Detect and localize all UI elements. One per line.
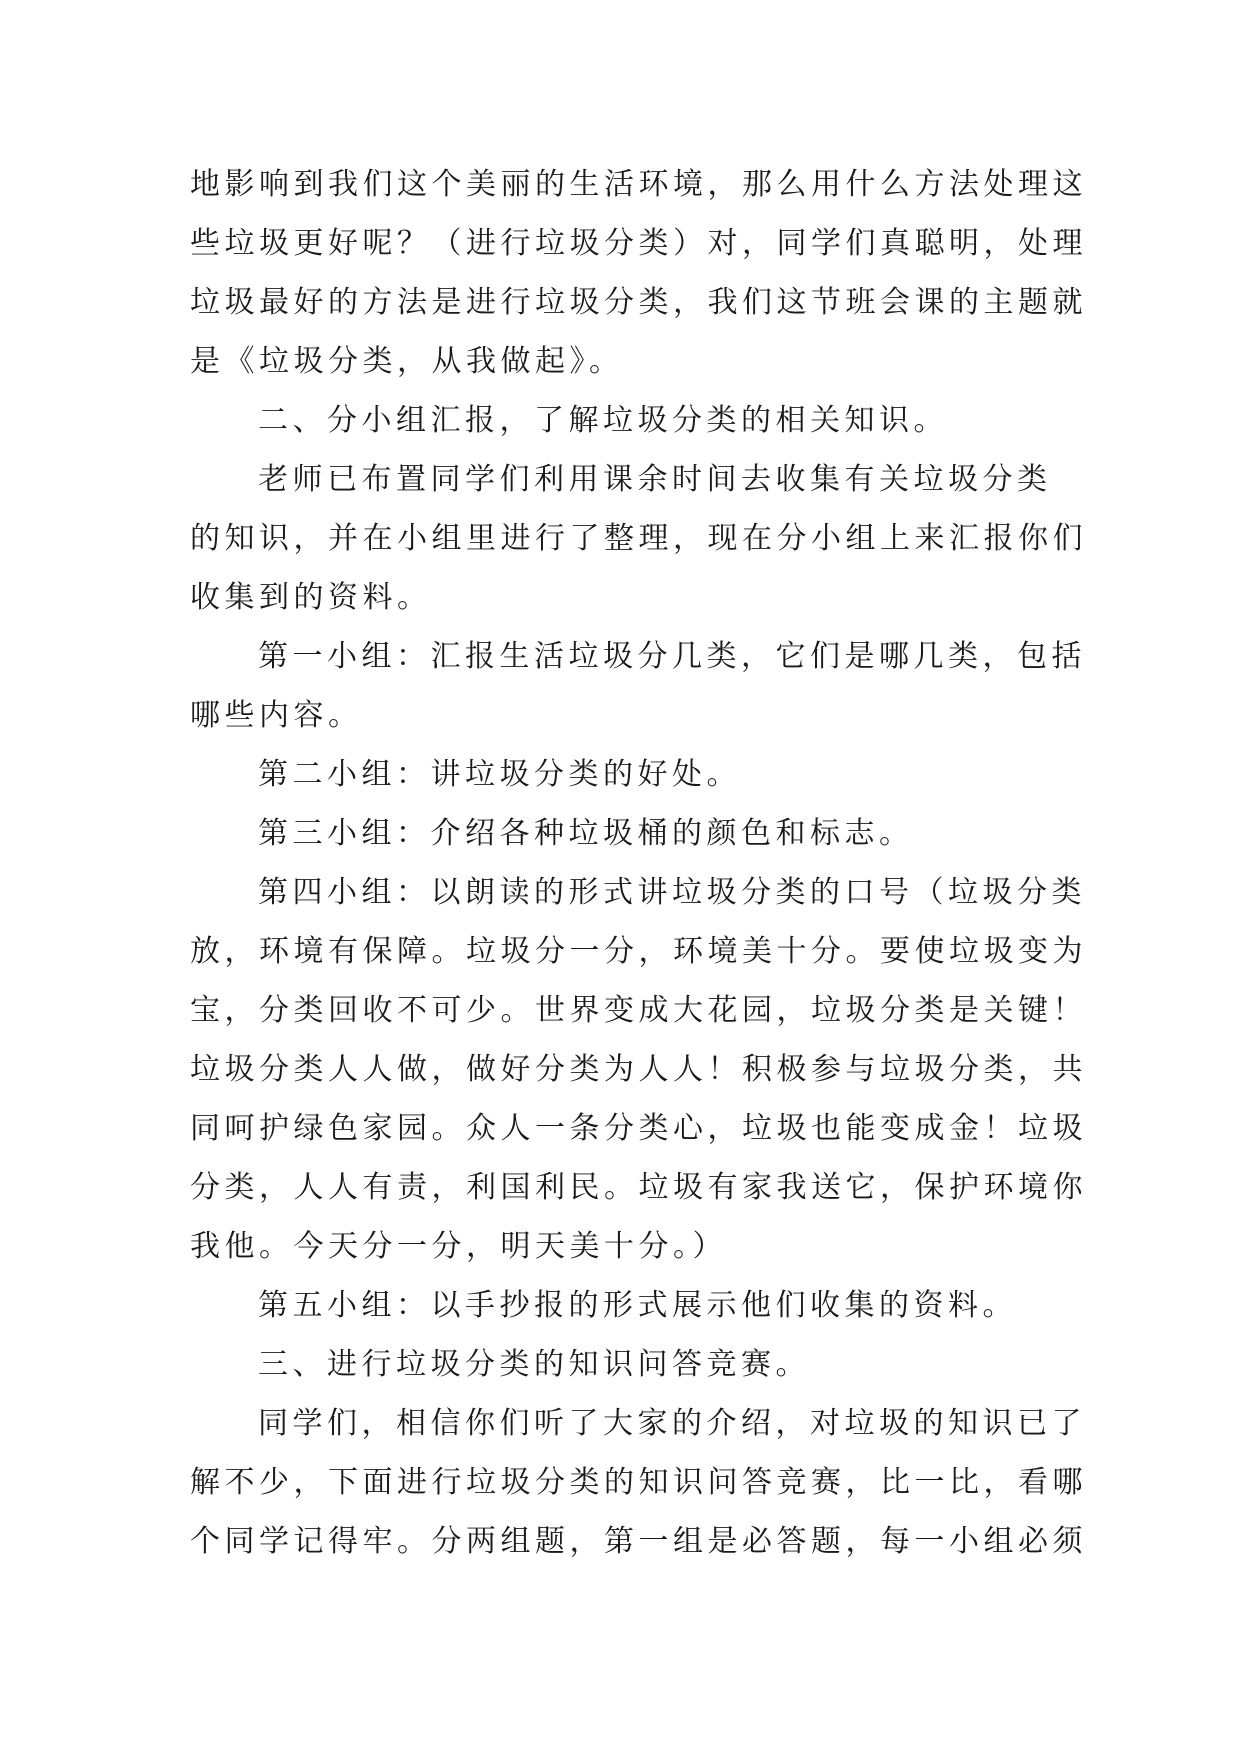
text-line: 垃圾分类人人做，做好分类为人人！积极参与垃圾分类，共 xyxy=(190,1052,1087,1087)
text-line: 第二小组：讲垃圾分类的好处。 xyxy=(258,757,741,792)
text-line: 地影响到我们这个美丽的生活环境，那么用什么方法处理这 xyxy=(190,167,1087,202)
text-line: 宝，分类回收不可少。世界变成大花园，垃圾分类是关键！ xyxy=(190,993,1087,1028)
text-line: 老师已布置同学们利用课余时间去收集有关垃圾分类 xyxy=(258,462,1052,497)
text-line: 收集到的资料。 xyxy=(190,580,432,615)
text-line: 分类，人人有责，利国利民。垃圾有家我送它，保护环境你 xyxy=(190,1170,1087,1205)
text-line: 同呵护绿色家园。众人一条分类心，垃圾也能变成金！垃圾 xyxy=(190,1111,1087,1146)
text-line: 我他。今天分一分，明天美十分。） xyxy=(190,1229,727,1264)
text-line: 第四小组：以朗读的形式讲垃圾分类的口号（垃圾分类 xyxy=(258,875,1086,910)
section-heading: 三、进行垃圾分类的知识问答竞赛。 xyxy=(258,1347,810,1382)
text-line: 哪些内容。 xyxy=(190,698,363,733)
text-line: 些垃圾更好呢？（进行垃圾分类）对，同学们真聪明，处理 xyxy=(190,226,1087,261)
text-line: 个同学记得牢。分两组题，第一组是必答题，每一小组必须 xyxy=(190,1524,1087,1559)
section-heading: 二、分小组汇报，了解垃圾分类的相关知识。 xyxy=(258,403,948,438)
text-line: 的知识，并在小组里进行了整理，现在分小组上来汇报你们 xyxy=(190,521,1087,556)
text-line: 第三小组：介绍各种垃圾桶的颜色和标志。 xyxy=(258,816,914,851)
text-line: 第一小组：汇报生活垃圾分几类，它们是哪几类，包括 xyxy=(258,639,1086,674)
text-line: 垃圾最好的方法是进行垃圾分类，我们这节班会课的主题就 xyxy=(190,285,1087,320)
text-line: 放，环境有保障。垃圾分一分，环境美十分。要使垃圾变为 xyxy=(190,934,1087,969)
text-line: 同学们，相信你们听了大家的介绍，对垃圾的知识已了 xyxy=(258,1406,1086,1441)
text-line: 第五小组：以手抄报的形式展示他们收集的资料。 xyxy=(258,1288,1017,1323)
text-line: 是《垃圾分类，从我做起》。 xyxy=(190,344,624,379)
text-line: 解不少，下面进行垃圾分类的知识问答竞赛，比一比，看哪 xyxy=(190,1465,1087,1500)
document-body xyxy=(190,155,1087,1571)
